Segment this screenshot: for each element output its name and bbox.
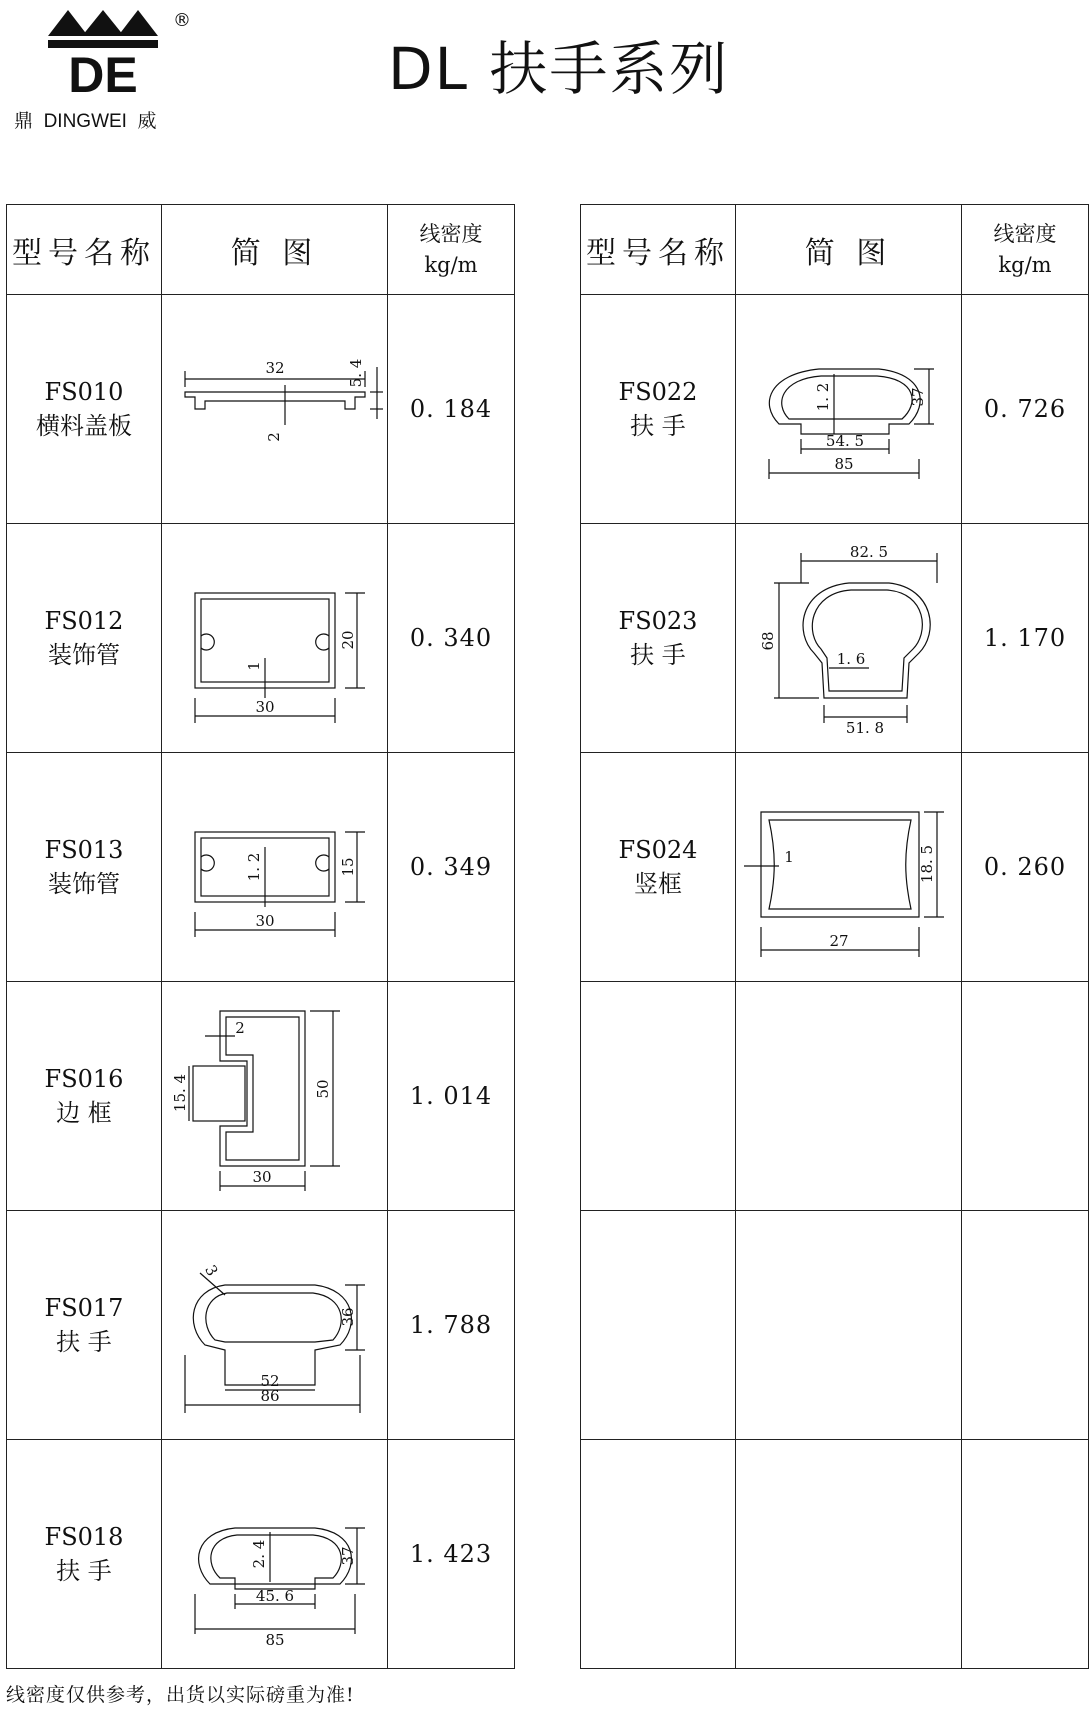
header-diagram: 简 图 (736, 205, 962, 295)
profile-diagram (165, 1225, 385, 1425)
density-cell (962, 1211, 1089, 1440)
table-row (7, 753, 515, 982)
diagram-cell (162, 524, 388, 753)
profile-diagram (165, 991, 385, 1201)
profile-diagram (165, 309, 385, 509)
model-cell: FS018 扶 手 (7, 1440, 162, 1669)
density-cell: 0. 340 (388, 524, 515, 753)
profile-diagram (165, 538, 385, 738)
density-cell: 1. 014 (388, 982, 515, 1211)
svg-text:54. 5: 54. 5 (825, 432, 864, 450)
svg-text:2: 2 (234, 1019, 245, 1037)
table-row (7, 1440, 515, 1669)
density-cell: 0. 184 (388, 295, 515, 524)
table-row (7, 1211, 515, 1440)
registered-mark: ® (173, 10, 191, 31)
diagram-cell (736, 1440, 962, 1669)
svg-text:5. 4: 5. 4 (346, 358, 365, 388)
table-row (7, 295, 515, 524)
svg-text:30: 30 (254, 698, 275, 716)
page-title: DL 扶手系列 (388, 35, 730, 103)
diagram-cell (162, 295, 388, 524)
model-cell (581, 1440, 736, 1669)
density-cell: 1. 788 (388, 1211, 515, 1440)
header-model: 型号名称 (581, 205, 736, 295)
profile-diagram (739, 762, 959, 972)
svg-text:50: 50 (313, 1079, 332, 1099)
model-cell: FS016 边 框 (7, 982, 162, 1211)
model-cell: FS013 装饰管 (7, 753, 162, 982)
spec-table-left (6, 204, 515, 1669)
profile-diagram (165, 767, 385, 967)
table-row (581, 1211, 1089, 1440)
svg-text:1. 2: 1. 2 (813, 382, 832, 412)
svg-text:1. 2: 1. 2 (244, 852, 263, 882)
brand-latin: DINGWEI (43, 111, 127, 132)
table-header (581, 205, 1089, 295)
svg-text:82. 5: 82. 5 (849, 543, 888, 561)
svg-text:15: 15 (338, 857, 357, 877)
diagram-cell (162, 753, 388, 982)
model-cell: FS022 扶 手 (581, 295, 736, 524)
svg-text:36: 36 (338, 1307, 357, 1327)
svg-text:15. 4: 15. 4 (170, 1073, 189, 1113)
diagram-cell (162, 1211, 388, 1440)
svg-text:27: 27 (828, 932, 849, 950)
svg-text:30: 30 (254, 912, 275, 930)
header-model: 型号名称 (7, 205, 162, 295)
footer-note: 线密度仅供参考，出货以实际磅重为准! (6, 1684, 355, 1706)
brand-char-right: 威 (137, 111, 157, 132)
svg-text:20: 20 (338, 630, 357, 650)
svg-text:45. 6: 45. 6 (255, 1587, 294, 1605)
svg-text:86: 86 (259, 1387, 280, 1405)
density-cell: 0. 726 (962, 295, 1089, 524)
header-diagram: 简 图 (162, 205, 388, 295)
profile-diagram (739, 533, 959, 743)
table-row (581, 753, 1089, 982)
svg-text:1. 6: 1. 6 (836, 650, 865, 668)
profile-diagram (739, 309, 959, 509)
table-row (581, 295, 1089, 524)
svg-text:18. 5: 18. 5 (917, 844, 936, 884)
density-cell: 1. 170 (962, 524, 1089, 753)
table-row (581, 524, 1089, 753)
diagram-cell (736, 524, 962, 753)
svg-text:1: 1 (783, 848, 794, 866)
model-cell (581, 1211, 736, 1440)
brand-char-left: 鼎 (14, 111, 34, 132)
brand-name (14, 106, 157, 133)
density-cell: 1. 423 (388, 1440, 515, 1669)
model-cell: FS017 扶 手 (7, 1211, 162, 1440)
table-header (7, 205, 515, 295)
model-cell: FS012 装饰管 (7, 524, 162, 753)
svg-text:52: 52 (259, 1372, 280, 1390)
model-cell (581, 982, 736, 1211)
diagram-cell (736, 1211, 962, 1440)
diagram-cell (736, 982, 962, 1211)
brand-logo (10, 6, 200, 136)
density-cell: 0. 349 (388, 753, 515, 982)
density-cell (962, 982, 1089, 1211)
svg-text:37: 37 (908, 387, 927, 407)
table-row (7, 982, 515, 1211)
svg-text:1: 1 (244, 661, 263, 671)
diagram-cell (162, 982, 388, 1211)
table-row (581, 982, 1089, 1211)
svg-text:32: 32 (264, 359, 285, 377)
model-cell: FS024 竖框 (581, 753, 736, 982)
diagram-cell (162, 1440, 388, 1669)
svg-text:DE: DE (68, 47, 138, 96)
svg-text:68: 68 (758, 631, 777, 651)
profile-diagram (165, 1454, 385, 1654)
diagram-cell (736, 295, 962, 524)
density-cell (962, 1440, 1089, 1669)
svg-text:30: 30 (251, 1168, 272, 1186)
svg-text:3: 3 (200, 1261, 222, 1280)
svg-text:51. 8: 51. 8 (845, 719, 884, 737)
svg-text:85: 85 (264, 1631, 285, 1649)
svg-text:85: 85 (833, 455, 854, 473)
diagram-cell (736, 753, 962, 982)
model-cell: FS010 横料盖板 (7, 295, 162, 524)
spec-table-right (580, 204, 1089, 1669)
table-row (7, 524, 515, 753)
dingwei-logo-icon (48, 6, 158, 96)
svg-text:37: 37 (338, 1546, 357, 1566)
model-cell: FS023 扶 手 (581, 524, 736, 753)
svg-text:2. 4: 2. 4 (249, 1539, 268, 1569)
svg-text:2: 2 (264, 432, 283, 442)
table-row (581, 1440, 1089, 1669)
density-cell: 0. 260 (962, 753, 1089, 982)
header-density: 线密度 kg/m (962, 205, 1089, 295)
header-density: 线密度 kg/m (388, 205, 515, 295)
